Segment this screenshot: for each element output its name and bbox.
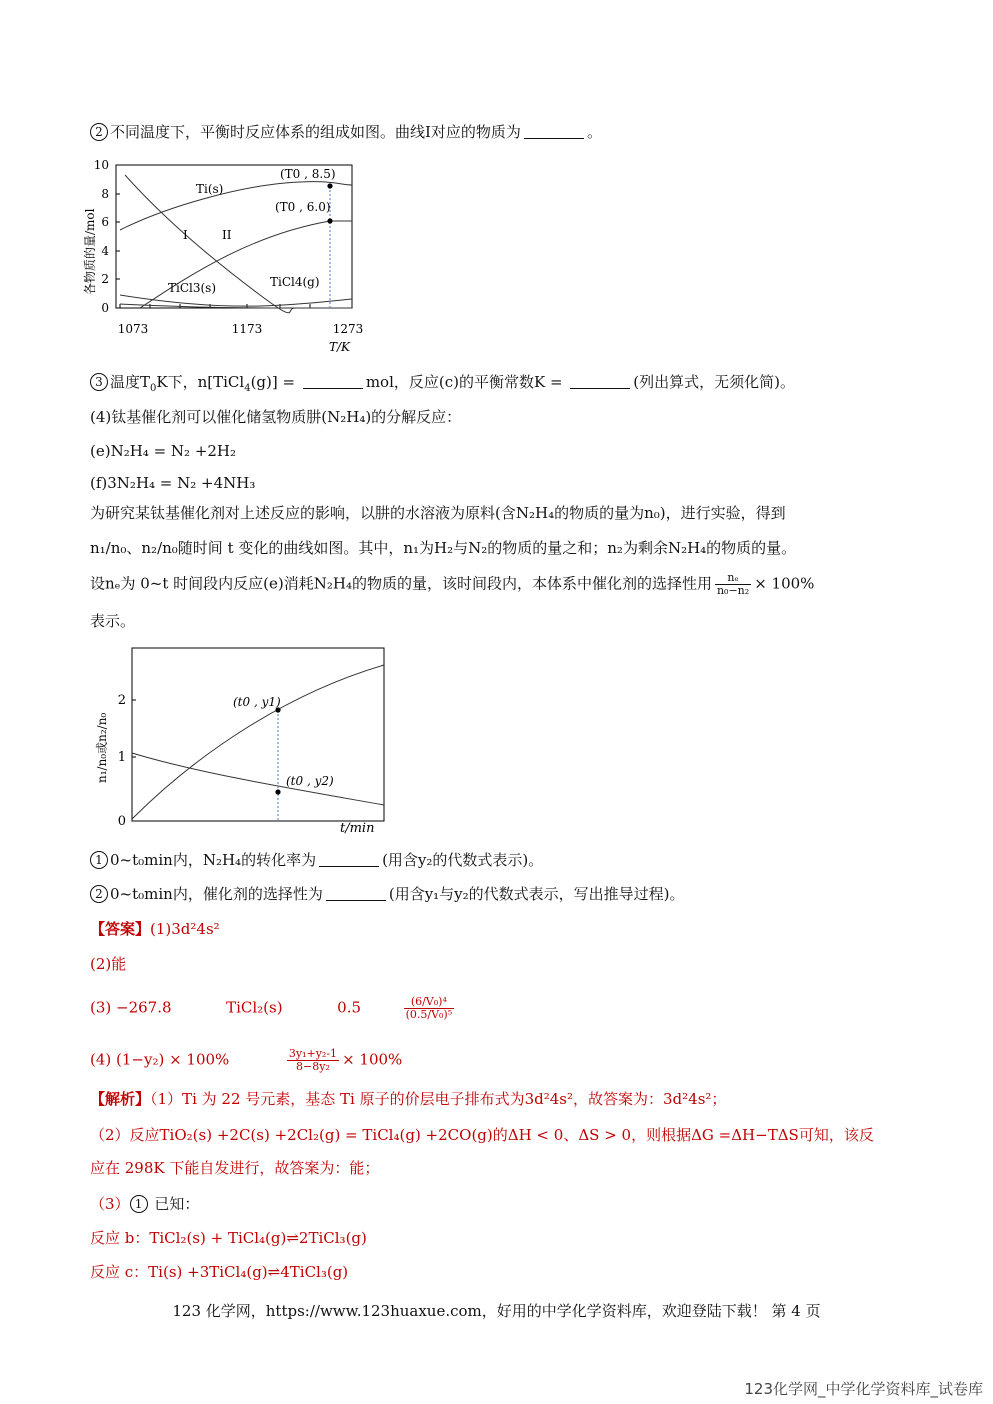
answer-2: (2)能: [90, 955, 127, 973]
answer-3-dh: (3) −267.8: [90, 998, 172, 1017]
x-tick-label: 1073: [117, 322, 149, 336]
circled-number: 2: [90, 123, 108, 141]
answer-4-suffix: × 100%: [342, 1050, 403, 1069]
answer-3-substance: TiCl₂(s): [226, 998, 283, 1017]
frac-den: n₀−n₂: [716, 584, 750, 597]
curve-label-ticl3: TiCl3(s): [168, 281, 217, 295]
curve-n1: [132, 665, 384, 819]
x-tick-label: 1273: [332, 322, 364, 336]
frac-den: 8−8y₂: [296, 1060, 330, 1073]
answer-3-k-fraction: [404, 996, 455, 1021]
point-label-1: (t0 , y1): [233, 695, 281, 709]
circled-number: 1: [90, 851, 108, 869]
paragraph-line: [90, 572, 814, 597]
curve-label-I: I: [183, 228, 188, 242]
circled-number: 1: [130, 1195, 148, 1213]
paragraph-line: 为研究某钛基催化剂对上述反应的影响，以肼的水溶液为原料(含N₂H₄的物质的量为n₀)，进行实验，得到: [90, 504, 786, 522]
reaction-e: (e)N₂H₄ = N₂ +2H₂: [90, 442, 237, 460]
frac-den: (0.5/V₀)⁵: [405, 1008, 453, 1021]
point-y2: [275, 789, 280, 794]
punct: 。: [586, 123, 602, 141]
point-8-5: [327, 183, 332, 188]
text: (列出算式，无须化简)。: [633, 373, 796, 391]
x-tick-label: 1173: [231, 322, 263, 336]
text: 设nₑ为 0~t 时间段内反应(e)消耗N₂H₄的物质的量，该时间段内，本体系中催化剂的选择性用: [90, 574, 712, 593]
frac-num: 3y₁+y₂-1: [288, 1047, 338, 1060]
point-6-0: [327, 218, 332, 223]
paragraph-line: n₁/n₀、n₂/n₀随时间 t 变化的曲线如图。其中，n₁为H₂与N₂的物质的量之和；n₂为剩余N₂H₄的物质的量。: [90, 539, 797, 557]
y-tick-label: 10: [93, 158, 109, 172]
answer-4-conversion: (4) (1−y₂) × 100%: [90, 1050, 230, 1069]
point-label-2: (T0 , 6.0): [275, 200, 331, 214]
question-3-line: 3 温度$T_0K$下，n[TiCl$_4$(g)] = mol，反应(c)的平衡常数K = (列出算式，无须化简)。: [90, 371, 795, 400]
sub-question-2: [90, 883, 685, 905]
circled-number: 3: [90, 373, 108, 391]
analysis-title: 【解析】: [90, 1090, 151, 1108]
text: (用含y₁与y₂的代数式表示，写出推导过程)。: [388, 885, 685, 903]
answer-blank[interactable]: [319, 852, 379, 867]
page-footer: 123 化学网，https://www.123huaxue.com，好用的中学化学资料库，欢迎登陆下载！ 第 4 页: [172, 1302, 821, 1320]
y-axis-label: n₁/n₀或n₂/n₀: [95, 712, 109, 783]
analysis-reaction-c: 反应 c：Ti(s) +3TiCl₄(g)⇌4TiCl₃(g): [90, 1263, 349, 1281]
answer-blank[interactable]: [326, 886, 386, 901]
y-tick-label: 1: [117, 750, 126, 765]
y-tick-label: 0: [117, 814, 126, 829]
text: (g)] =: [250, 373, 300, 391]
curve-label-ticl4: TiCl4(g): [270, 275, 320, 289]
selectivity-fraction: [715, 572, 751, 597]
answer-1: (1)3d²4s²: [150, 920, 220, 938]
y-tick-label: 4: [101, 244, 109, 258]
reaction-f: (f)3N₂H₄ = N₂ +4NH₃: [90, 474, 256, 492]
point-label-1: (T0 , 8.5): [280, 167, 336, 181]
text: 0~t₀min内，N₂H₄的转化率为: [110, 851, 317, 869]
y-tick-label: 8: [101, 187, 109, 201]
analysis-line-1: [90, 1088, 726, 1110]
paragraph-line: 表示。: [90, 612, 136, 630]
answer-blank[interactable]: [524, 124, 584, 139]
analysis-text: （1）Ti 为 22 号元素，基态 Ti 原子的价层电子排布式为3d²4s²，故答案为：3d²4s²；: [150, 1090, 727, 1108]
x-axis-label: T/K: [328, 340, 350, 354]
curve-label-ti: Ti(s): [196, 182, 224, 196]
curve-n2: [132, 753, 384, 805]
curve-ticl3: [120, 295, 352, 306]
analysis-line-2: （2）反应TiO₂(s) +2C(s) +2Cl₂(g) = TiCl₄(g) +2CO(g)的ΔH < 0、ΔS > 0，则根据ΔG =ΔH−TΔS可知，该反: [90, 1126, 874, 1144]
analysis-reaction-b: 反应 b：TiCl₂(s) + TiCl₄(g)⇌2TiCl₃(g): [90, 1229, 367, 1247]
plot-frame: [132, 648, 384, 821]
answer-blank[interactable]: [303, 374, 363, 389]
frac-num: nₑ: [715, 572, 751, 585]
answer-3: [90, 996, 457, 1021]
y-axis-label: 各物质的量/mol: [83, 208, 97, 295]
answer-4-fraction: [287, 1048, 339, 1073]
answer-blank[interactable]: [570, 374, 630, 389]
text: （3）: [90, 1195, 130, 1213]
part-4-intro: (4)钛基催化剂可以催化储氢物质肼(N₂H₄)的分解反应：: [90, 408, 462, 426]
x-axis-label: t/min: [340, 821, 375, 836]
text: 温度T: [110, 373, 151, 391]
curve-label-II: II: [222, 228, 232, 242]
text: 已知：: [149, 1195, 200, 1213]
y-tick-label: 2: [101, 272, 109, 286]
y-tick-label: 2: [117, 693, 126, 708]
y-tick-label: 0: [101, 301, 109, 315]
watermark: 123化学网_中学化学资料库_试卷库: [744, 1380, 983, 1398]
equilibrium-composition-chart: [80, 155, 380, 360]
answer-title: 【答案】: [90, 920, 151, 938]
frac-num: (6/V₀)⁴: [404, 996, 455, 1009]
point-label-2: (t0 , y2): [286, 774, 334, 788]
analysis-line-3: 应在 298K 下能自发进行，故答案为：能；: [90, 1159, 380, 1177]
question-2-line: [90, 121, 602, 143]
answer-line-1: [90, 918, 220, 940]
analysis-line-4: [90, 1193, 199, 1215]
ratio-vs-time-chart: [88, 643, 388, 838]
circled-number: 2: [90, 885, 108, 903]
y-tick-label: 6: [101, 215, 109, 229]
sub-question-1: [90, 849, 543, 871]
text: × 100%: [754, 574, 815, 593]
text: (用含y₂的代数式表示)。: [382, 851, 544, 869]
answer-3-amount: 0.5: [337, 998, 362, 1017]
text: mol，反应(c)的平衡常数K =: [365, 373, 568, 391]
text: 0~t₀min内，催化剂的选择性为: [110, 885, 323, 903]
answer-4: [90, 1048, 402, 1073]
text: K下，n[TiCl: [156, 373, 245, 391]
question-text: 不同温度下，平衡时反应体系的组成如图。曲线I对应的物质为: [110, 123, 521, 141]
